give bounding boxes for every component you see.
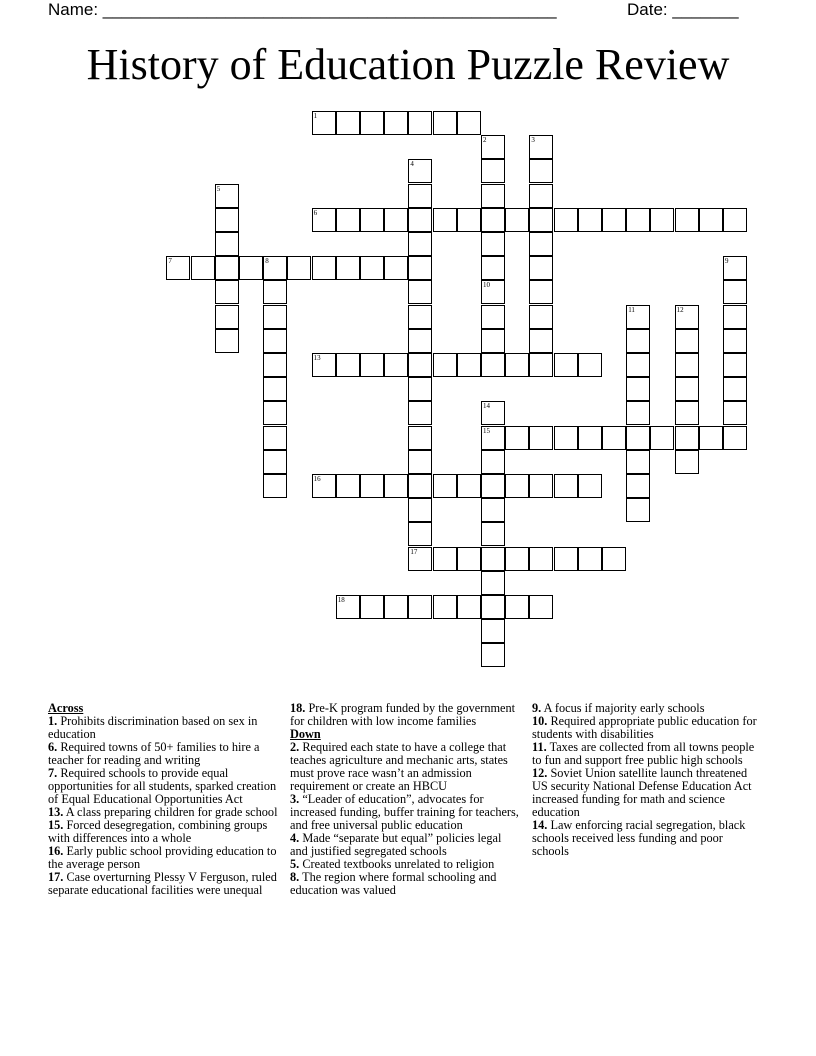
crossword-cell[interactable] [481,643,505,667]
crossword-cell[interactable] [481,571,505,595]
crossword-cell[interactable] [263,450,287,474]
clue-number: 16. [48,844,64,858]
crossword-cell[interactable] [675,450,699,474]
crossword-cell[interactable] [457,111,481,135]
crossword-cell[interactable] [166,256,190,280]
clue-number-label: 9 [725,257,729,266]
down-clue-2 [290,741,520,793]
crossword-cell[interactable] [408,426,432,450]
down-clue-11 [532,741,762,767]
crossword-cell[interactable] [408,232,432,256]
crossword-cell[interactable] [481,135,505,159]
crossword-cell[interactable] [408,184,432,208]
crossword-cell[interactable] [408,522,432,546]
crossword-cell[interactable] [384,256,408,280]
crossword-cell[interactable] [529,353,553,377]
crossword-cell[interactable] [626,377,650,401]
clue-number-label: 15 [483,426,490,435]
crossword-cell[interactable] [360,256,384,280]
crossword-cell[interactable] [675,426,699,450]
clues-column-3 [532,702,762,858]
crossword-cell[interactable] [529,426,553,450]
crossword-cell[interactable] [505,474,529,498]
crossword-cell[interactable] [433,353,457,377]
crossword-cell[interactable] [699,208,723,232]
crossword-cell[interactable] [384,474,408,498]
clue-number-label: 16 [313,475,321,483]
crossword-cell[interactable] [408,353,432,377]
crossword-cell[interactable] [481,329,505,353]
crossword-cell[interactable] [481,498,505,522]
crossword-cell[interactable] [263,256,287,280]
clues-column-2 [290,702,520,897]
clue-number-label: 1 [313,112,318,120]
crossword-cell[interactable] [529,305,553,329]
crossword-cell[interactable] [215,329,239,353]
clue-number: 11. [532,740,547,754]
across-clue-17 [48,871,278,897]
crossword-cell[interactable] [433,595,457,619]
clues-column-1 [48,702,278,897]
crossword-cell[interactable] [263,353,287,377]
crossword-cell[interactable] [650,426,674,450]
crossword-cell[interactable] [675,208,699,232]
crossword-cell[interactable] [699,426,723,450]
crossword-cell[interactable] [675,401,699,425]
clue-text: “Leader of education”, advocates for increased funding, buffer training for teachers, and free universal public education [290,792,519,832]
clue-text: Required towns of 50+ families to hire a teacher for reading and writing [48,740,260,767]
crossword-cell[interactable] [287,256,311,280]
crossword-cell[interactable] [529,256,553,280]
clue-text: Made “separate but equal” policies legal and justified segregated schools [290,831,502,858]
crossword-cell[interactable] [263,474,287,498]
crossword-cell[interactable] [433,474,457,498]
crossword-cell[interactable] [578,426,602,450]
crossword-cell[interactable] [408,450,432,474]
down-heading: Down [290,727,321,741]
crossword-cell[interactable] [481,450,505,474]
crossword-cell[interactable] [481,547,505,571]
clue-text: Prohibits discrimination based on sex in education [48,714,258,741]
crossword-cell[interactable] [215,208,239,232]
crossword-cell[interactable] [336,208,360,232]
crossword-cell[interactable] [626,450,650,474]
crossword-cell[interactable] [529,184,553,208]
clue-text: Law enforcing racial segregation, black schools received less funding and poor schools [532,818,746,858]
clue-number-label: 10 [483,281,490,290]
crossword-cell[interactable] [481,159,505,183]
across-heading: Across [48,701,84,715]
clue-number: 6. [48,740,58,754]
clue-text: A class preparing children for grade school [65,805,278,819]
crossword-cell[interactable] [554,208,578,232]
crossword-cell[interactable] [408,498,432,522]
crossword-cell[interactable] [529,595,553,619]
clue-number: 14. [532,818,548,832]
clue-number: 12. [532,766,548,780]
clue-number: 18. [290,701,306,715]
crossword-cell[interactable] [554,547,578,571]
crossword-cell[interactable] [433,111,457,135]
crossword-cell[interactable] [554,426,578,450]
across-clue-16 [48,845,278,871]
crossword-cell[interactable] [215,184,239,208]
clue-text: Required each state to have a college that teaches agriculture and mechanic arts, states must prove race wasn’t an admission requirement or create an HBCU [290,740,508,793]
crossword-cell[interactable] [529,232,553,256]
clue-number-label: 4 [410,160,414,169]
crossword-cell[interactable] [408,474,432,498]
clue-number-label: 5 [216,184,221,193]
crossword-cell[interactable] [554,474,578,498]
crossword-cell[interactable] [408,595,432,619]
crossword-cell[interactable] [215,280,239,304]
crossword-cell[interactable] [650,208,674,232]
crossword-cell[interactable] [384,353,408,377]
clue-number: 7. [48,766,58,780]
crossword-cell[interactable] [408,329,432,353]
crossword-cell[interactable] [408,208,432,232]
clue-number-label: 12 [676,305,684,314]
crossword-cell[interactable] [505,208,529,232]
crossword-cell[interactable] [336,353,360,377]
crossword-cell[interactable] [408,401,432,425]
clue-text: A focus if majority early schools [543,701,705,715]
clue-text: Taxes are collected from all towns people to fun and support free public high schools [532,740,755,767]
crossword-cell[interactable] [408,547,432,571]
crossword-cell[interactable] [578,547,602,571]
crossword-cell[interactable] [263,426,287,450]
clue-number-label: 3 [531,136,535,145]
clue-text: Required schools to provide equal opportunities for all students, sparked creation of Equal Educational Opportunities Act [48,766,277,806]
crossword-cell[interactable] [481,595,505,619]
clue-number-label: 13 [313,354,321,362]
crossword-cell[interactable] [263,280,287,304]
crossword-cell[interactable] [360,111,384,135]
crossword-cell[interactable] [263,377,287,401]
crossword-cell[interactable] [336,256,360,280]
clue-number-label: 6 [313,208,318,217]
across-clue-7 [48,767,278,806]
crossword-cell[interactable] [626,208,650,232]
crossword-cell[interactable] [723,280,747,304]
clue-text: Case overturning Plessy V Ferguson, ruled separate educational facilities were unequal [48,870,277,897]
crossword-cell[interactable] [626,401,650,425]
crossword-cell[interactable] [408,256,432,280]
crossword-cell[interactable] [263,305,287,329]
crossword-cell[interactable] [578,208,602,232]
crossword-cell[interactable] [626,426,650,450]
crossword-cell[interactable] [360,474,384,498]
across-clue-6 [48,741,278,767]
crossword-cell[interactable] [723,305,747,329]
crossword-cell[interactable] [336,595,360,619]
crossword-cell[interactable] [723,329,747,353]
crossword-cell[interactable] [481,256,505,280]
crossword-cell[interactable] [723,377,747,401]
crossword-cell[interactable] [626,329,650,353]
clue-text: Forced desegregation, combining groups with differences into a whole [48,818,268,845]
crossword-cell[interactable] [578,353,602,377]
crossword-cell[interactable] [505,426,529,450]
crossword-cell[interactable] [529,159,553,183]
crossword-cell[interactable] [723,426,747,450]
crossword-cell[interactable] [626,498,650,522]
crossword-cell[interactable] [312,474,336,498]
crossword-cell[interactable] [360,353,384,377]
crossword-cell[interactable] [312,208,336,232]
crossword-cell[interactable] [481,305,505,329]
crossword-cell[interactable] [312,256,336,280]
crossword-cell[interactable] [457,595,481,619]
clue-number-label: 2 [483,136,487,145]
crossword-cell[interactable] [215,305,239,329]
crossword-cell[interactable] [481,208,505,232]
clue-number-label: 11 [628,305,635,314]
clue-text: Required appropriate public education for students with disabilities [532,714,757,741]
crossword-cell[interactable] [481,474,505,498]
crossword-cell[interactable] [723,401,747,425]
down-clue-12 [532,767,762,819]
down-clue-14 [532,819,762,858]
crossword-cell[interactable] [723,256,747,280]
clue-number: 9. [532,701,542,715]
crossword-cell[interactable] [408,111,432,135]
crossword-cell[interactable] [602,426,626,450]
crossword-cell[interactable] [723,208,747,232]
down-clue-10 [532,715,762,741]
crossword-cell[interactable] [384,111,408,135]
crossword-cell[interactable] [554,353,578,377]
clue-text: Pre-K program funded by the government for children with low income families [290,701,516,728]
crossword-cell[interactable] [529,474,553,498]
crossword-cell[interactable] [336,474,360,498]
crossword-cell[interactable] [408,280,432,304]
crossword-cell[interactable] [215,256,239,280]
crossword-cell[interactable] [626,305,650,329]
crossword-cell[interactable] [578,474,602,498]
clue-number: 8. [290,870,300,884]
crossword-cell[interactable] [529,135,553,159]
crossword-cell[interactable] [433,208,457,232]
crossword-cell[interactable] [312,111,336,135]
crossword-cell[interactable] [675,353,699,377]
crossword-cell[interactable] [481,353,505,377]
crossword-cell[interactable] [384,208,408,232]
crossword-cell[interactable] [675,329,699,353]
crossword-cell[interactable] [408,305,432,329]
crossword-cell[interactable] [626,474,650,498]
clue-number-label: 14 [483,402,490,411]
clue-number-label: 17 [410,547,418,556]
crossword-cell[interactable] [191,256,215,280]
crossword-cell[interactable] [675,377,699,401]
down-clue-8 [290,871,520,897]
clue-number: 4. [290,831,300,845]
date-field[interactable]: Date: _______ [627,0,739,19]
clue-text: The region where formal schooling and education was valued [290,870,497,897]
clue-number: 5. [290,857,300,871]
clue-number: 10. [532,714,548,728]
crossword-cell[interactable] [723,353,747,377]
across-clue-1 [48,715,278,741]
crossword-cell[interactable] [215,232,239,256]
crossword-cell[interactable] [529,547,553,571]
clue-number: 13. [48,805,64,819]
crossword-cell[interactable] [408,159,432,183]
crossword-cell[interactable] [675,305,699,329]
crossword-cell[interactable] [481,401,505,425]
clue-number: 3. [290,792,300,806]
crossword-cell[interactable] [263,329,287,353]
crossword-cell[interactable] [457,208,481,232]
crossword-cell[interactable] [529,280,553,304]
crossword-cell[interactable] [433,547,457,571]
clue-text: Created textbooks unrelated to religion [302,857,495,871]
clue-number: 1. [48,714,58,728]
across-clue-18 [290,702,520,728]
crossword-cell[interactable] [505,595,529,619]
crossword-cell[interactable] [481,426,505,450]
name-field[interactable]: Name: ________________________________________________ [48,0,557,19]
crossword-cell[interactable] [481,280,505,304]
clue-number-label: 18 [337,596,345,604]
crossword-cell[interactable] [457,547,481,571]
clue-text: Soviet Union satellite launch threatened US security National Defense Education Act increased funding for math and science education [532,766,752,819]
down-clue-3 [290,793,520,832]
crossword-cell[interactable] [312,353,336,377]
crossword-cell[interactable] [408,377,432,401]
clue-number-label: 7 [168,257,172,266]
crossword-cell[interactable] [263,401,287,425]
crossword-cell[interactable] [481,232,505,256]
crossword-cell[interactable] [505,353,529,377]
crossword-cell[interactable] [481,184,505,208]
crossword-cell[interactable] [457,474,481,498]
crossword-cell[interactable] [360,595,384,619]
down-clue-4 [290,832,520,858]
clue-number: 17. [48,870,64,884]
crossword-cell[interactable] [529,208,553,232]
clue-text: Early public school providing education to the average person [48,844,277,871]
clue-number: 2. [290,740,300,754]
crossword-cell[interactable] [602,547,626,571]
crossword-cell[interactable] [239,256,263,280]
crossword-cell[interactable] [481,522,505,546]
clue-number: 15. [48,818,64,832]
crossword-cell[interactable] [529,329,553,353]
crossword-cell[interactable] [384,595,408,619]
page-title: History of Education Puzzle Review [86,40,730,89]
across-clue-15 [48,819,278,845]
crossword-cell[interactable] [602,208,626,232]
crossword-cell[interactable] [505,547,529,571]
crossword-cell[interactable] [336,111,360,135]
crossword-cell[interactable] [360,208,384,232]
clue-number-label: 8 [265,257,269,266]
crossword-cell[interactable] [481,619,505,643]
crossword-cell[interactable] [457,353,481,377]
crossword-cell[interactable] [626,353,650,377]
